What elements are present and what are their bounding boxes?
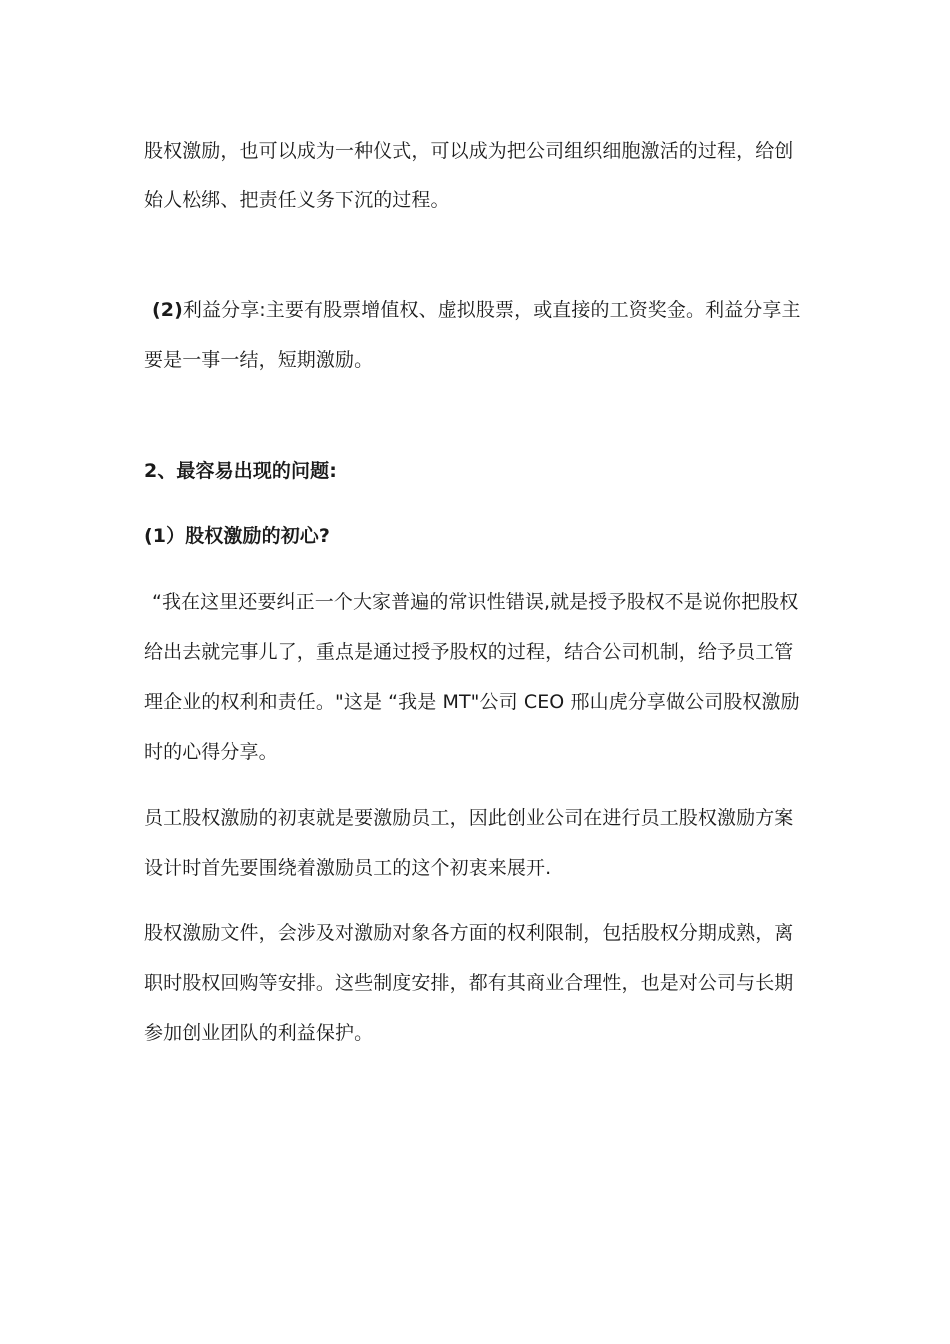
paragraph-2-line-1 xyxy=(152,298,832,322)
paragraph-3-line-4: 时的心得分享。 xyxy=(144,741,278,763)
paragraph-3-line-1: “我在这里还要纠正一个大家普遍的常识性错误,就是授予股权不是说你把股权 xyxy=(152,591,799,613)
paragraph-2-line-1-text: 利益分享:主要有股票增值权、虚拟股票，或直接的工资奖金。利益分享主 xyxy=(182,299,801,321)
paragraph-3-line-3: 理企业的权利和责任。"这是 “我是 MT"公司 CEO 邢山虎分享做公司股权激励 xyxy=(144,691,800,713)
paragraph-4-line-1: 员工股权激励的初衷就是要激励员工，因此创业公司在进行员工股权激励方案 xyxy=(144,807,794,829)
paragraph-5-line-1: 股权激励文件，会涉及对激励对象各方面的权利限制，包括股权分期成熟，离 xyxy=(144,922,794,944)
paragraph-4-line-2: 设计时首先要围绕着激励员工的这个初衷来展开. xyxy=(144,857,552,879)
section-heading: 2、最容易出现的问题: xyxy=(144,460,337,482)
paragraph-1-line-2: 始人松绑、把责任义务下沉的过程。 xyxy=(144,189,450,211)
paragraph-5-line-3: 参加创业团队的利益保护。 xyxy=(144,1022,374,1044)
paragraph-1-line-1: 股权激励，也可以成为一种仪式，可以成为把公司组织细胞激活的过程，给创 xyxy=(144,140,794,162)
paragraph-5-line-2: 职时股权回购等安排。这些制度安排，都有其商业合理性，也是对公司与长期 xyxy=(144,972,794,994)
list-marker: (2) xyxy=(152,299,183,321)
subsection-heading: (1）股权激励的初心? xyxy=(144,525,331,547)
paragraph-3-line-2: 给出去就完事儿了，重点是通过授予股权的过程，结合公司机制，给予员工管 xyxy=(144,641,794,663)
paragraph-2-line-2: 要是一事一结，短期激励。 xyxy=(144,349,374,371)
